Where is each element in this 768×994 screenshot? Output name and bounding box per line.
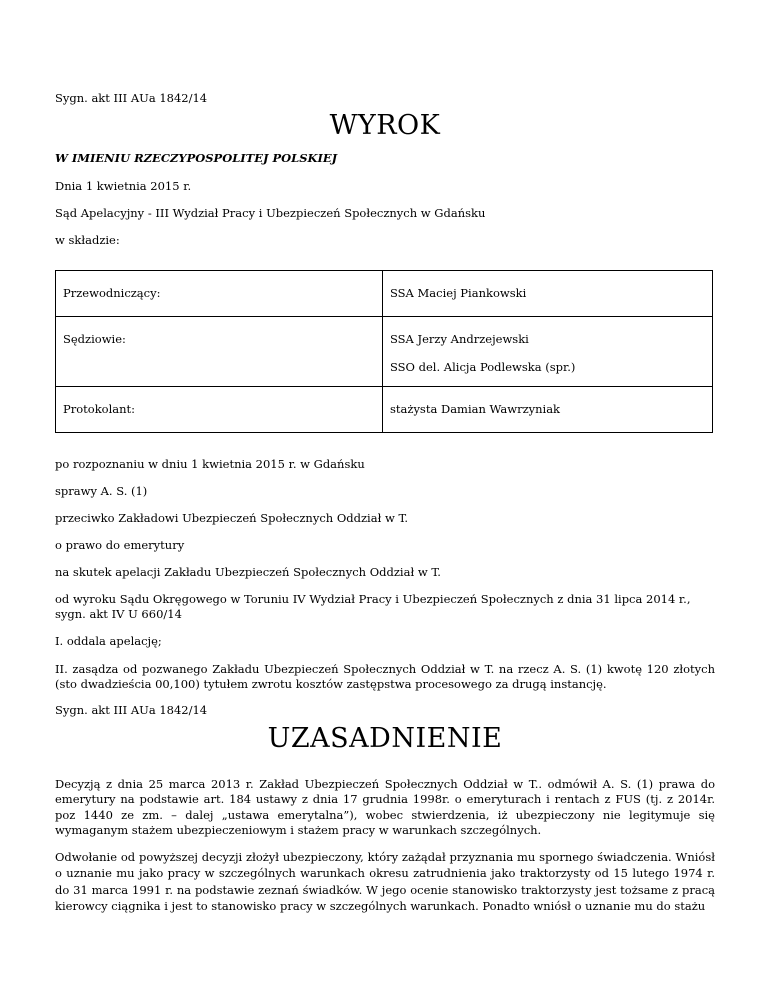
subject-line: o prawo do emerytury (55, 538, 185, 552)
panel-role: Protokolant: (63, 402, 136, 416)
court-name: Sąd Apelacyjny - III Wydział Pracy i Ubezpieczeń Społecznych w Gdańsku (55, 206, 486, 220)
case-number: Sygn. akt III AUa 1842/14 (55, 91, 208, 105)
judgment-date: Dnia 1 kwietnia 2015 r. (55, 179, 192, 193)
panel-names-cell (383, 387, 713, 433)
justification-case-number: Sygn. akt III AUa 1842/14 (55, 703, 208, 717)
panel-name: stażysta Damian Wawrzyniak (390, 402, 561, 416)
panel-names-cell (383, 271, 713, 317)
judgment-subtitle: W IMIENIU RZECZYPOSPOLITEJ POLSKIEJ (55, 151, 338, 165)
panel-role-cell (56, 271, 383, 317)
judgment-title: WYROK (329, 110, 441, 141)
panel-name: SSA Jerzy Andrzejewski (390, 332, 529, 346)
panel-name: SSO del. Alicja Podlewska (spr.) (390, 360, 576, 374)
appeal-line: na skutek apelacji Zakładu Ubezpieczeń Społecznych Oddział w T. (55, 565, 441, 579)
panel-row-clerk (56, 387, 713, 433)
lower-court-judgment-line: od wyroku Sądu Okręgowego w Toruniu IV Wydział Pracy i Ubezpieczeń Społecznych z dnia 31 lipca 2014 r., sygn. akt IV U 660/14 (55, 592, 691, 621)
panel-role-cell (56, 387, 383, 433)
panel-name: SSA Maciej Piankowski (390, 286, 527, 300)
case-of-line: sprawy A. S. (1) (55, 484, 148, 498)
hearing-line: po rozpoznaniu w dniu 1 kwietnia 2015 r. w Gdańsku (55, 457, 365, 471)
against-line: przeciwko Zakładowi Ubezpieczeń Społecznych Oddział w T. (55, 511, 409, 525)
panel-role: Przewodniczący: (63, 286, 161, 300)
justification-title: UZASADNIENIE (267, 723, 503, 754)
panel-row-judges (56, 317, 713, 387)
panel-role-cell (56, 317, 383, 387)
panel-table (55, 270, 713, 433)
panel-row-chair (56, 271, 713, 317)
panel-role: Sędziowie: (63, 332, 126, 346)
justification-paragraph: Decyzją z dnia 25 marca 2013 r. Zakład Ubezpieczeń Społecznych Oddział w T.. odmówił A. S. (1) prawa do emerytury na podstawie art. 184 ustawy z dnia 17 grudnia 1998r. o emeryturach i rentach z FUS (tj. z 2014r. poz 1440 ze zm. – dalej „ustawa emerytalna”), wobec stwierdzenia, iż ubezpieczony nie legitymuje się wymaganym stażem ubezpieczeniowym i stażem pracy w warunkach szczególnych. (55, 776, 715, 837)
ruling-point-1: I. oddala apelację; (55, 634, 162, 648)
panel-names-cell (383, 317, 713, 387)
justification-paragraph: Odwołanie od powyższej decyzji złożył ubezpieczony, który zażądał przyznania mu spornego świadczenia. Wniósł o uznanie mu jako pracy w szczególnych warunkach okresu zatrudnienia jako traktorzysty od 15 lutego 1974 r. do 31 marca 1991 r. na podstawie zeznań świadków. W jego ocenie stanowisko traktorzysty jest tożsame z pracą kierowcy ciągnika i jest to stanowisko pracy w szczególnych warunkach. Ponadto wniósł o uznanie mu do stażu (55, 849, 715, 913)
composition-label: w składzie: (55, 233, 120, 247)
ruling-point-2: II. zasądza od pozwanego Zakładu Ubezpieczeń Społecznych Oddział w T. na rzecz A. S. (1) kwotę 120 złotych (sto dwadzieścia 00,100) tytułem zwrotu kosztów zastępstwa procesowego za drugą instancję. (55, 662, 715, 691)
